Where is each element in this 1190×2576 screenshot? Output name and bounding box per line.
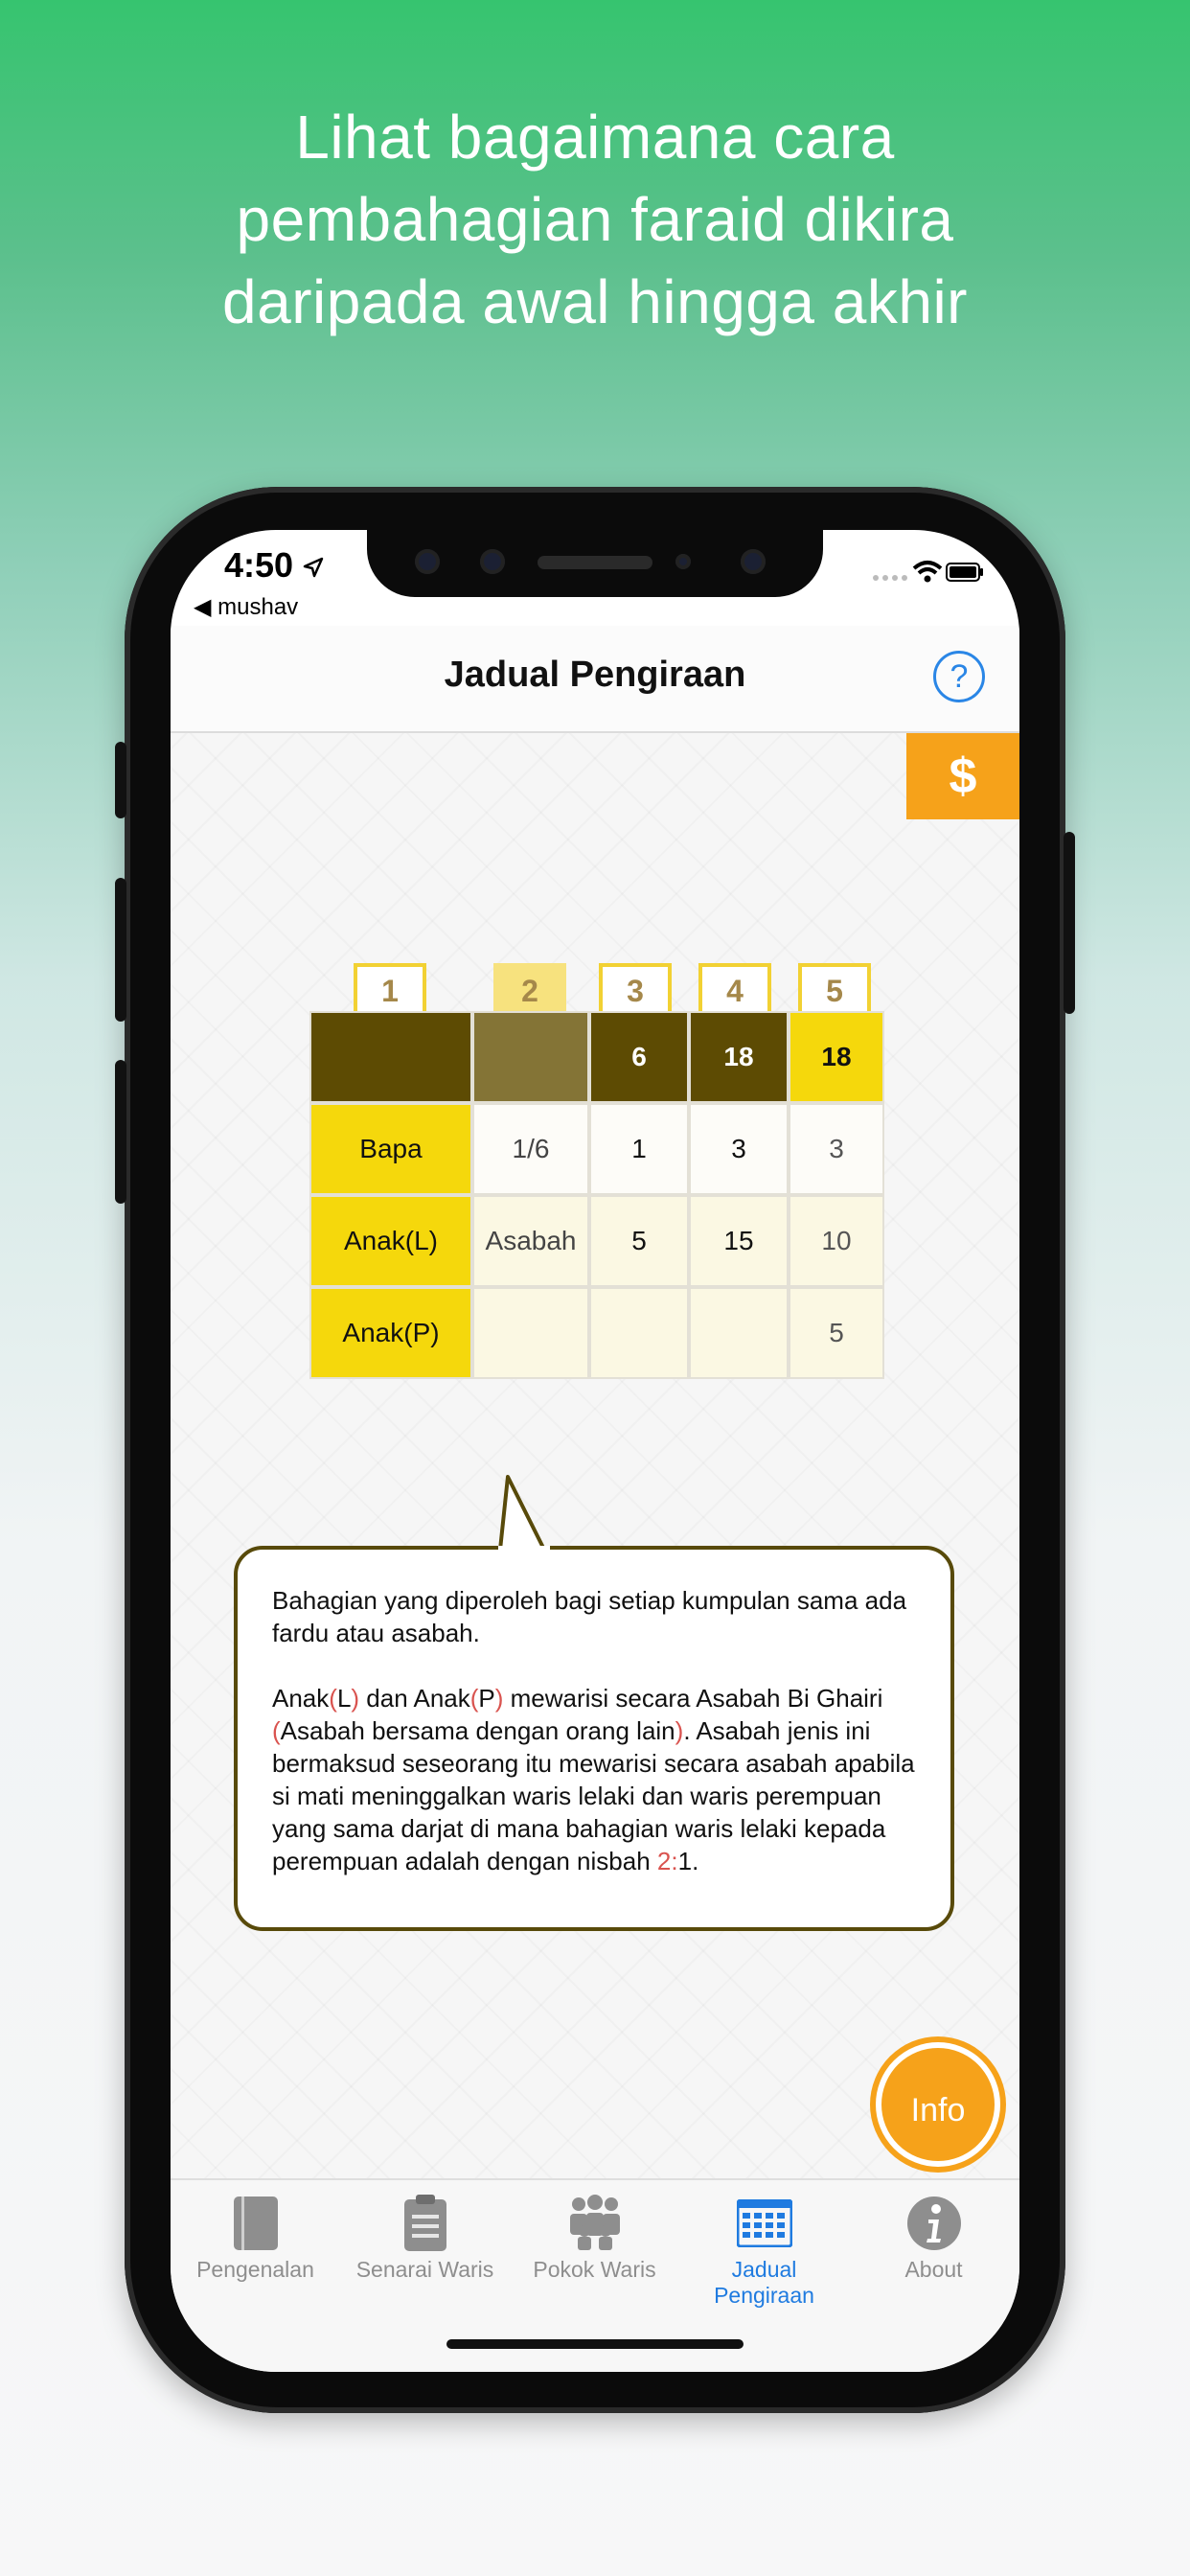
purchase-button[interactable]: $ <box>906 733 1019 819</box>
camera-icon <box>415 549 440 574</box>
clipboard-icon <box>402 2194 448 2253</box>
row-label-anak-l[interactable]: Anak(L) <box>309 1195 472 1287</box>
table-cell: 1 <box>589 1103 689 1195</box>
tab-pokok-waris[interactable] <box>510 2190 679 2283</box>
volume-down-button <box>115 1060 126 1204</box>
navigation-bar <box>171 626 1019 733</box>
promo-headline <box>57 96 1133 343</box>
tab-label: About <box>904 2257 963 2282</box>
header-cell-5: 18 <box>789 1011 884 1103</box>
header-cell-1 <box>309 1011 472 1103</box>
explanation-paragraph-2: Anak(L) dan Anak(P) mewarisi secara Asabah Bi Ghairi (Asabah bersama dengan orang lain). Asabah jenis ini bermaksud seseorang itu mewarisi secara asabah apabila si mati meninggalkan waris lelaki dan waris perempuan yang sama darjat di mana bahagian waris lelaki kepada perempuan adalah dengan nisbah 2:1. <box>272 1684 915 1875</box>
tab-senarai-waris[interactable] <box>340 2190 510 2283</box>
header-cell-4: 18 <box>689 1011 789 1103</box>
status-time: 4:50 <box>224 545 324 586</box>
table-cell <box>589 1287 689 1379</box>
table-cell: 10 <box>789 1195 884 1287</box>
back-to-app-link[interactable]: ◀ mushav <box>194 594 299 620</box>
volume-up-button <box>115 878 126 1022</box>
table-cell: 15 <box>689 1195 789 1287</box>
headline-line-1: Lihat bagaimana cara <box>295 103 895 172</box>
front-camera-icon <box>741 549 766 574</box>
calendar-grid-icon <box>737 2199 792 2247</box>
bubble-pointer <box>498 1475 594 1552</box>
headline-line-3: daripada awal hingga akhir <box>222 267 968 336</box>
header-cell-2 <box>472 1011 589 1103</box>
battery-icon <box>947 564 983 581</box>
book-icon <box>230 2195 282 2252</box>
tab-label: Pengenalan <box>196 2257 314 2282</box>
tab-label: Senarai Waris <box>355 2257 494 2282</box>
status-indicators <box>870 557 985 590</box>
header-cell-3: 6 <box>589 1011 689 1103</box>
power-button <box>1064 832 1075 1014</box>
page-title: Jadual Pengiraan <box>444 655 746 695</box>
proximity-sensor <box>675 554 691 569</box>
row-label-bapa[interactable]: Bapa <box>309 1103 472 1195</box>
phone-screen <box>171 530 1019 2372</box>
help-button[interactable]: ? <box>933 651 985 702</box>
column-number-1[interactable]: 1 <box>354 963 426 1013</box>
tab-jadual-pengiraan[interactable] <box>679 2190 849 2309</box>
calculation-content <box>171 733 1019 2178</box>
wifi-icon <box>914 563 941 583</box>
tab-label: Pokok Waris <box>533 2257 656 2282</box>
explanation-paragraph-1: Bahagian yang diperoleh bagi setiap kumpulan sama ada fardu atau asabah. <box>272 1586 907 1647</box>
table-cell: Asabah <box>472 1195 589 1287</box>
notch <box>367 530 823 597</box>
signal-icon <box>873 575 907 581</box>
tab-label: Jadual Pengiraan <box>714 2257 814 2308</box>
headline-line-2: pembahagian faraid dikira <box>236 185 954 254</box>
speaker-grille <box>538 556 652 569</box>
row-label-anak-p[interactable]: Anak(P) <box>309 1287 472 1379</box>
column-number-3[interactable]: 3 <box>599 963 672 1013</box>
table-cell <box>689 1287 789 1379</box>
home-indicator[interactable] <box>446 2339 744 2349</box>
table-cell: 5 <box>589 1195 689 1287</box>
info-button[interactable]: Info <box>876 2042 1000 2167</box>
column-number-4[interactable]: 4 <box>698 963 771 1013</box>
table-cell: 3 <box>689 1103 789 1195</box>
location-arrow-icon <box>303 557 324 578</box>
table-cell: 1/6 <box>472 1103 589 1195</box>
table-cell <box>472 1287 589 1379</box>
back-app-label: mushav <box>217 594 299 620</box>
family-icon <box>565 2195 625 2252</box>
sensor-icon <box>480 549 505 574</box>
explanation-bubble <box>234 1546 954 1931</box>
column-number-5[interactable]: 5 <box>798 963 871 1013</box>
column-number-2[interactable]: 2 <box>493 963 566 1013</box>
tab-bar <box>171 2178 1019 2372</box>
phone-frame <box>125 487 1065 2413</box>
table-cell: 3 <box>789 1103 884 1195</box>
mute-switch <box>115 742 126 818</box>
tab-about[interactable] <box>849 2190 1018 2283</box>
tab-pengenalan[interactable] <box>171 2190 340 2283</box>
table-cell: 5 <box>789 1287 884 1379</box>
info-icon <box>905 2195 963 2252</box>
